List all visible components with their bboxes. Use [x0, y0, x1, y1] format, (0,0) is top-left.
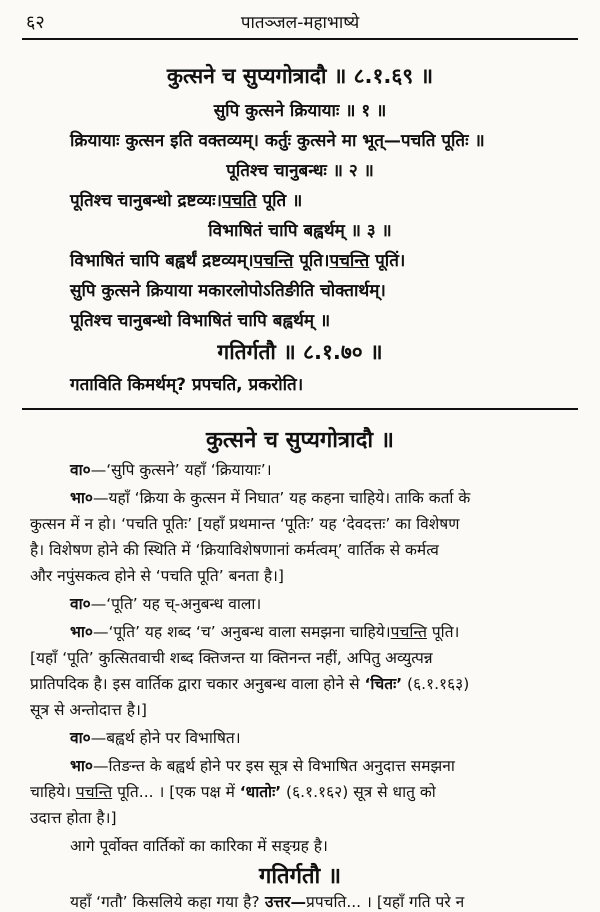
para-label: भा० [70, 757, 93, 775]
para-line: उदात्त होता है।] [30, 809, 117, 827]
vartika-text-2 [70, 188, 302, 211]
para-label: भा० [70, 623, 93, 641]
page-number: ६२ [26, 12, 45, 33]
karika-line-1: सुपि कुत्सने क्रियाया मकारलोपोऽतिङीति चोक्तार्थम्। [70, 281, 386, 301]
sutra-reference: ‘चितः’ [364, 675, 403, 693]
text-part: पूतिं। [369, 251, 406, 271]
hindi-section-title: कुत्सने च सुप्यगोत्रादौ ॥ [206, 428, 394, 453]
para-text: —‘पूति’ यह शब्द ‘च’ अनुबन्ध वाला समझना चाहिये। [92, 623, 391, 641]
answer-label: उत्तर— [259, 893, 307, 911]
accented-word: पचन्ति [390, 623, 427, 641]
vartika-text-1: क्रियायाः कुत्सन इति वक्तव्यम्। कर्तुः कुत्सने मा भूत्—पचति पूतिः ॥ [70, 131, 485, 151]
accented-word: पचति [222, 191, 257, 211]
para-line: सूत्र से अन्तोदात्त है।] [30, 701, 147, 719]
para-bhashya-1 [70, 486, 470, 508]
para-text: प्रपचति... । [यहाँ गति परे न [306, 893, 465, 911]
page-header [0, 6, 600, 36]
para-text: —‘पूति’ यह च्-अनुबन्ध वाला। [90, 595, 262, 613]
vartika-heading-1: सुपि कुत्सने क्रियायाः ॥ १ ॥ [213, 101, 387, 121]
para-text: पूति... । [एक पक्ष में [112, 783, 240, 801]
text-part: पूति ॥ [256, 191, 303, 211]
running-title: पातञ्जल-महाभाष्ये [240, 13, 360, 33]
accented-word: पचन्ति [253, 251, 294, 271]
karika-line-2: पूतिश्च चानुबन्धो विभाषितं चापि बह्वर्थम् ॥ [70, 311, 331, 331]
section-rule [22, 408, 578, 410]
para-text: पूति। [426, 623, 460, 641]
text-part: विभाषितं चापि बह्वर्थं द्रष्टव्यम्। [70, 251, 254, 271]
para-text: प्रातिपदिक है। इस वार्तिक द्वारा चकार अनुबन्ध वाला होने से [30, 675, 365, 693]
para-text: (६.१.१६३) [402, 675, 470, 693]
para-label: भा० [70, 489, 93, 507]
para-vartika-1 [70, 458, 272, 480]
para-vartika-3 [70, 726, 241, 748]
para-label: वा० [70, 461, 91, 479]
para-text: यहाँ ‘गतौ’ किसलिये कहा गया है? [70, 893, 260, 911]
para-line: और नपुंसकत्व होने से ‘पचति पूति’ बनता है।] [30, 567, 284, 585]
hindi-section-title-2: गतिर्गतौ ॥ [258, 864, 342, 889]
para-line [30, 672, 469, 694]
para-vartika-2 [70, 592, 261, 614]
accented-word: पचन्ति [75, 783, 113, 801]
vartika-heading-2: पूतिश्च चानुबन्धः ॥ २ ॥ [226, 161, 374, 181]
para-text: —यहाँ ‘क्रिया के कुत्सन में निघात’ यह कहना चाहिये। ताकि कर्ता के [92, 489, 471, 507]
vartika-heading-3: विभाषितं चापि बह्वर्थम् ॥ ३ ॥ [208, 221, 392, 241]
para-text: —बह्वर्थ होने पर विभाषित। [90, 729, 241, 747]
para-label: वा० [70, 595, 91, 613]
text-part: पूतिश्च चानुबन्धो द्रष्टव्यः। [70, 191, 223, 211]
para-karika-note: आगे पूर्वोक्त वार्तिकों का कारिका में सङ्ग्रह है। [70, 837, 328, 855]
para-line [30, 780, 436, 802]
para-line: [यहाँ ‘पूति’ कुत्सितवाची शब्द क्तिजन्त या क्तिनन्त नहीं, अपितु अव्युत्पन्न [30, 649, 433, 667]
text-part: पूति। [293, 251, 330, 271]
header-rule [22, 38, 578, 40]
para-text: —तिङन्त के बह्वर्थ होने पर इस सूत्र से विभाषित अनुदात्त समझना [92, 757, 455, 775]
sutra-heading-2: गतिर्गतौ ॥ ८.१.७० ॥ [217, 340, 383, 364]
para-text: —‘सुपि कुत्सने’ यहाँ ‘क्रियायाः’। [90, 461, 272, 479]
sutra-reference: ‘धातोः’ [239, 783, 282, 801]
para-text: (६.१.१६२) सूत्र से धातु को [281, 783, 436, 801]
para-bhashya-2 [70, 620, 459, 642]
accented-word: पचन्ति [329, 251, 370, 271]
para-line: है। विशेषण होने की स्थिति में ‘क्रियाविशेषणानां कर्मत्वम्’ वार्तिक से कर्मत्व [30, 541, 439, 559]
vartika-text-3 [70, 248, 405, 271]
sutra-heading: कुत्सने च सुप्यगोत्रादौ ॥ ८.१.६९ ॥ [166, 64, 434, 88]
para-gati [70, 890, 464, 912]
para-text: चाहिये। [30, 783, 76, 801]
para-bhashya-3 [70, 754, 455, 776]
para-label: वा० [70, 729, 91, 747]
para-line: कुत्सन में न हो। ‘पचति पूतिः’ [यहाँ प्रथमान्त ‘पूतिः’ यह ‘देवदत्तः’ का विशेषण [30, 515, 460, 533]
sutra-2-text: गताविति किमर्थम्? प्रपचति, प्रकरोति। [70, 375, 304, 395]
